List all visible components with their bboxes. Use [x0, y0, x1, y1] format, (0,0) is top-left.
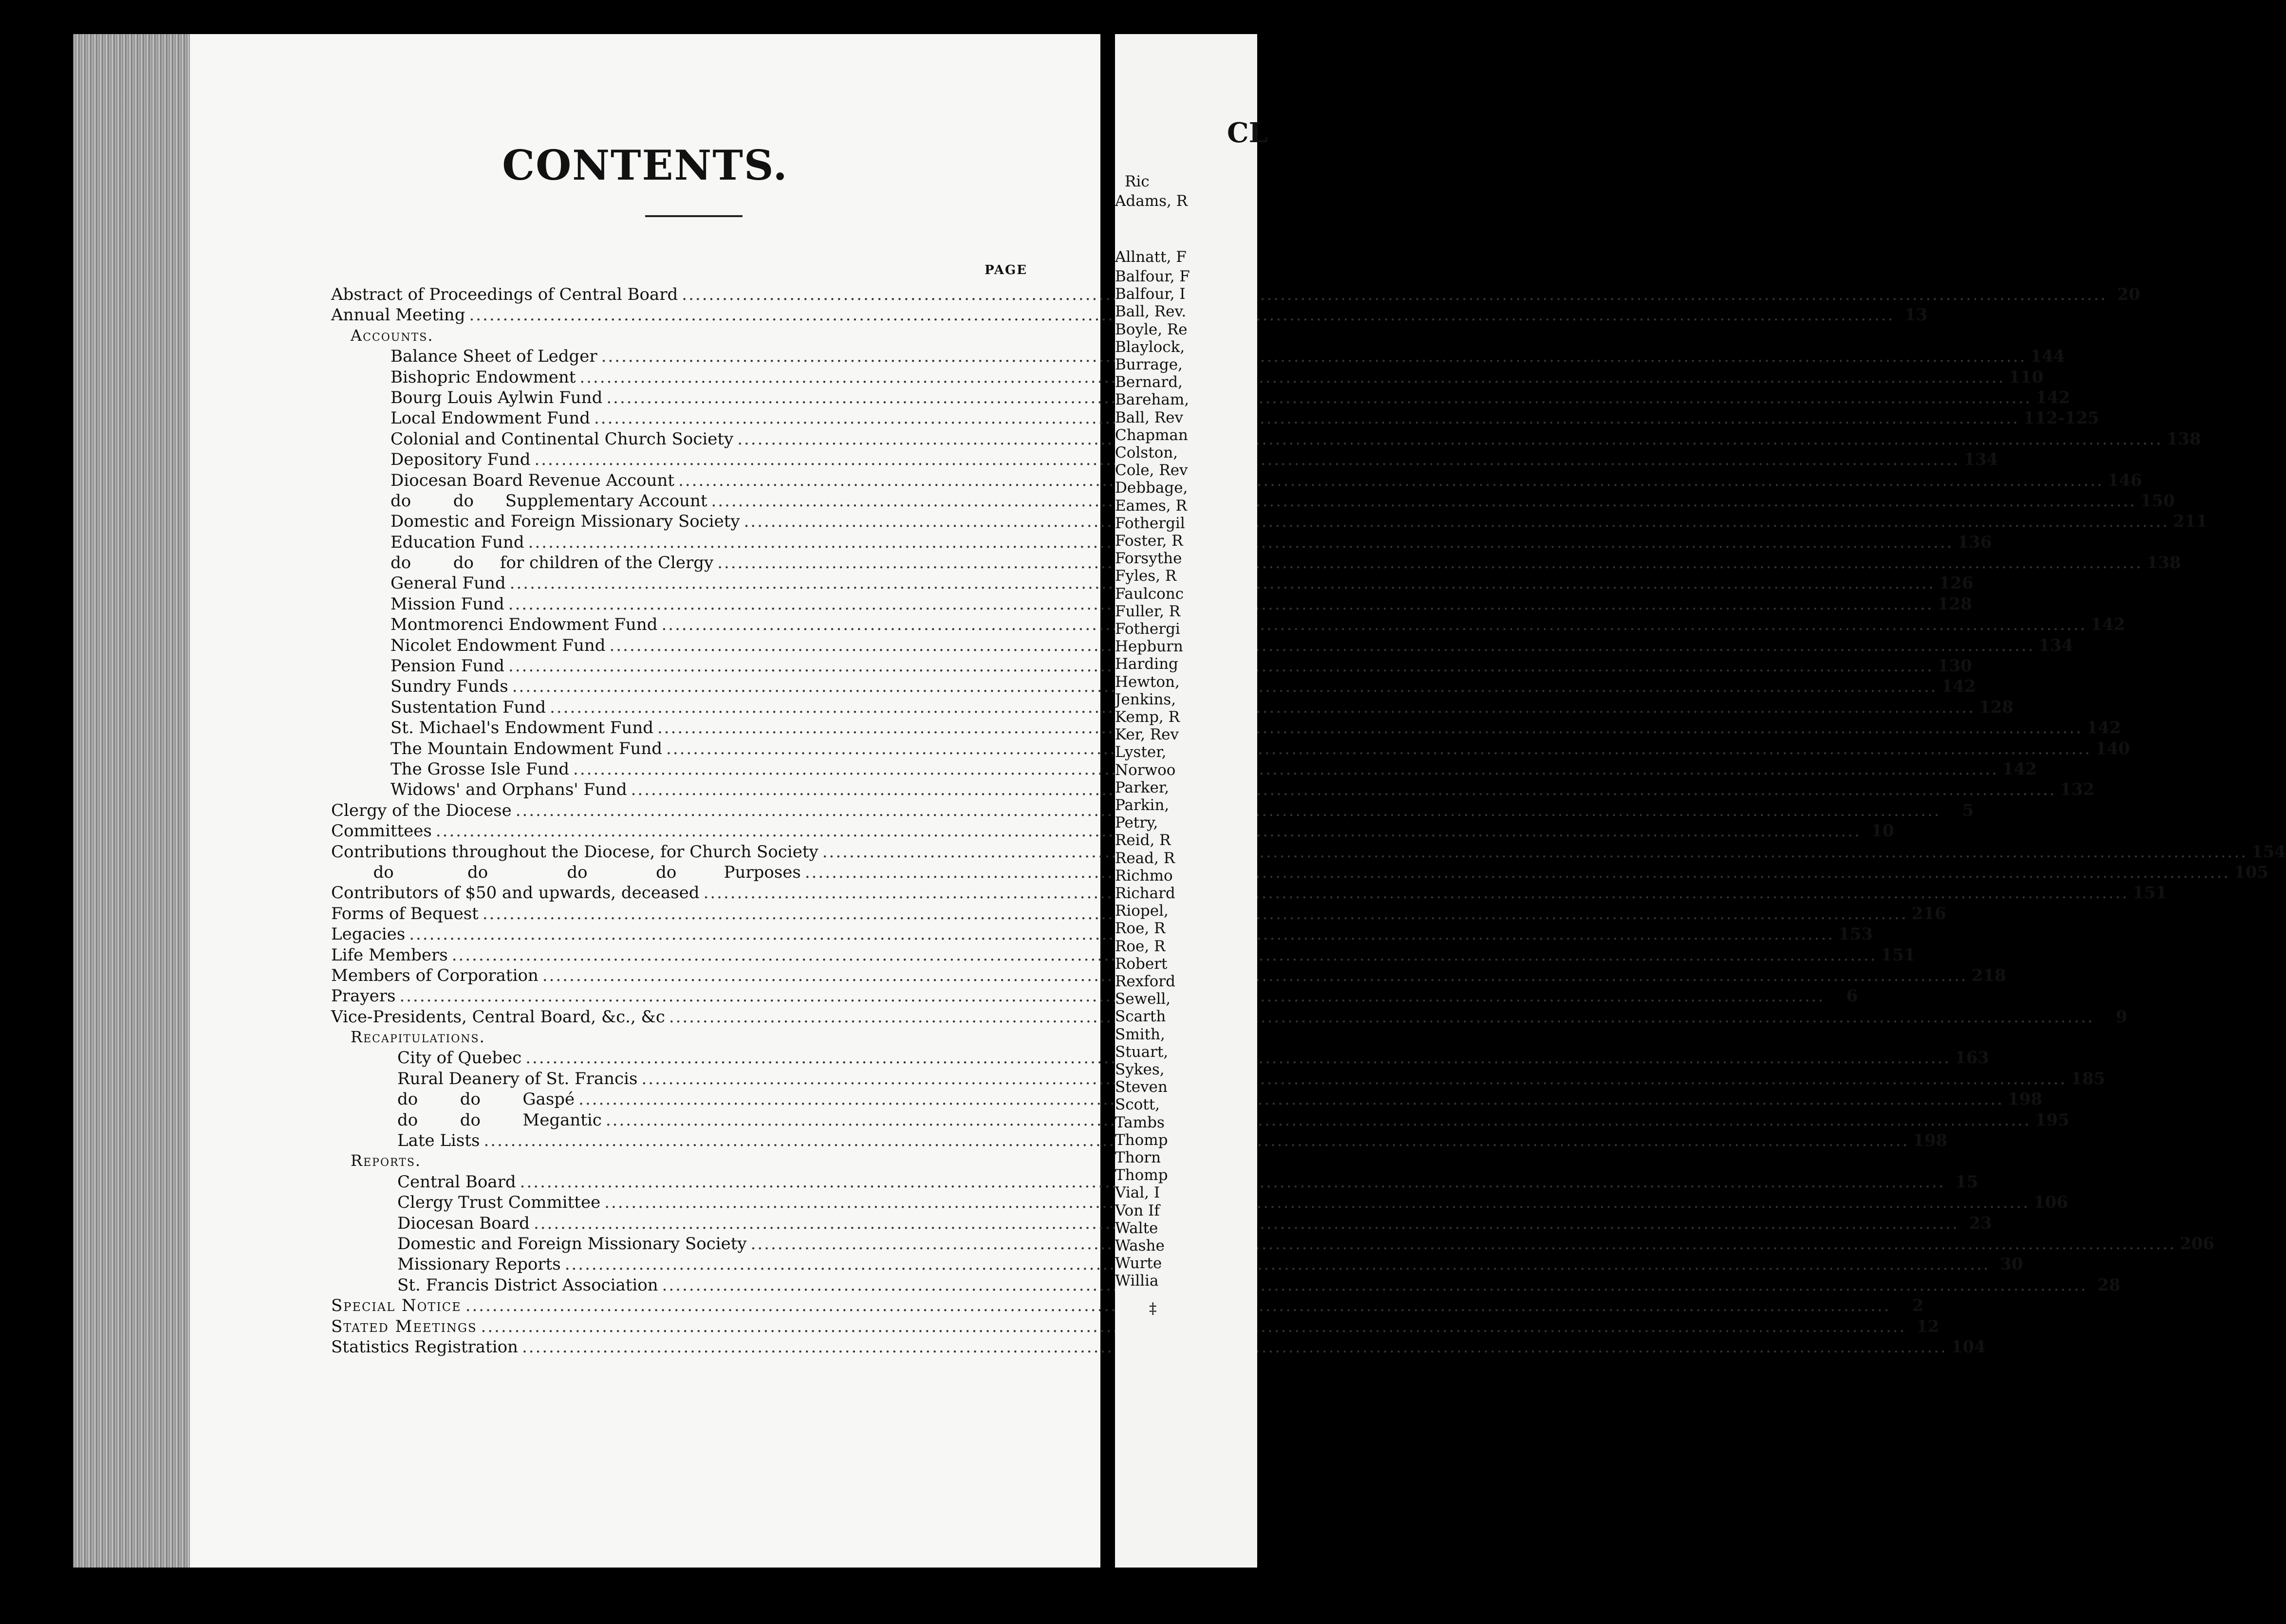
toc-entry-page: 163 [1954, 1048, 1989, 1068]
facing-page-line: Chapman [1115, 426, 1188, 444]
toc-entry-label: The Grosse Isle Fund [390, 759, 570, 779]
dot-leader [631, 780, 2056, 799]
facing-page-line: Kemp, R [1115, 708, 1180, 726]
facing-page-line: Colston, [1115, 444, 1178, 461]
dot-leader [744, 512, 2169, 531]
dot-leader [717, 553, 2142, 572]
toc-entry-label: Abstract of Proceedings of Central Board [331, 285, 678, 304]
toc-entry-label: Clergy Trust Committee [397, 1193, 601, 1213]
toc-entry-page: 142 [2086, 718, 2121, 738]
toc-entry-label: Bourg Louis Aylwin Fund [390, 388, 603, 407]
facing-page-line: Burrage, [1115, 356, 1183, 373]
facing-page-line: Vial, I [1115, 1184, 1160, 1202]
toc-entry-label: Special Notice [331, 1296, 462, 1316]
toc-entry-label: Nicolet Endowment Fund [390, 635, 606, 655]
facing-page-title: CL [1227, 117, 1268, 149]
toc-entry [331, 1028, 1015, 1048]
toc-entry-page: 13 [1904, 305, 1928, 325]
dot-leader [669, 1007, 2094, 1027]
toc-entry-page: 126 [1938, 573, 1973, 593]
toc-entry-page: 142 [1941, 677, 1976, 697]
toc-entry-page: 144 [2030, 347, 2065, 367]
toc-entry-label: Prayers [331, 986, 396, 1006]
toc-entry [331, 1316, 1939, 1337]
toc-entry-page: 20 [2117, 285, 2140, 304]
dot-leader [662, 1275, 2087, 1295]
toc-entry-label: Members of Corporation [331, 965, 539, 985]
toc-entry-page: 9 [2116, 1007, 2128, 1027]
toc-entry-page: 138 [2146, 553, 2181, 573]
toc-entry-label: St. Michael's Endowment Fund [390, 718, 653, 738]
facing-page-line: Ball, Rev. [1115, 303, 1187, 321]
toc-entry-page: 150 [2140, 491, 2175, 511]
facing-page-line: Sewell, [1115, 990, 1171, 1008]
toc-entry-page: 105 [2234, 862, 2269, 882]
facing-page-line: Stuart, [1115, 1043, 1169, 1061]
toc-entry-page: 5 [1962, 800, 1974, 820]
facing-page-line: Fothergi [1115, 620, 1180, 638]
dot-leader [573, 759, 1998, 779]
facing-page-line: Robert [1115, 955, 1168, 973]
dot-leader [399, 986, 1824, 1006]
facing-page-line: Washe [1115, 1237, 1165, 1255]
toc-entry-label: Reports. [351, 1151, 422, 1170]
book-page-edges [73, 34, 190, 1568]
toc-entry-page: 2 [1912, 1296, 1924, 1316]
toc-entry-page: 136 [1957, 532, 1992, 552]
facing-page-line: Scarth [1115, 1008, 1166, 1026]
toc-entry [331, 326, 1015, 347]
toc-entry-page: 30 [2000, 1255, 2023, 1274]
facing-page-line: Harding [1115, 655, 1178, 673]
dot-leader [666, 739, 2091, 758]
toc-entry-label: Committees [331, 821, 432, 841]
facing-page-line: Adams, R [1115, 192, 1188, 210]
page-title: CONTENTS. [502, 141, 788, 189]
toc-entry-label: do do Megantic [397, 1110, 602, 1130]
facing-page-line: Petry, [1115, 814, 1158, 832]
facing-page-line: Foster, R [1115, 532, 1183, 550]
toc-entry-label: Contributors of $50 and upwards, deceased [331, 883, 700, 903]
facing-page-line: Balfour, I [1115, 285, 1186, 303]
facing-page-line: Von If [1115, 1201, 1160, 1219]
toc-entry-label: Balance Sheet of Ledger [390, 347, 597, 367]
toc-entry-page: 28 [2097, 1275, 2120, 1295]
dot-leader [601, 347, 2026, 366]
facing-page-line: Hepburn [1115, 638, 1183, 656]
toc-entry-label: General Fund [390, 573, 506, 593]
toc-entry-page: 142 [2002, 759, 2037, 779]
toc-entry-label: Vice-Presidents, Central Board, &c., &c [331, 1007, 665, 1027]
toc-entry-label: Accounts. [351, 326, 434, 345]
facing-page-line: Ric [1125, 173, 1150, 190]
toc-entry-page: 142 [2090, 615, 2125, 635]
toc-entry-page: 198 [1913, 1131, 1948, 1151]
dot-leader [704, 883, 2129, 903]
toc-entry-label: Education Fund [390, 532, 524, 552]
facing-page-line: Wurte [1115, 1255, 1162, 1273]
toc-entry-page: 140 [2095, 738, 2130, 758]
toc-entry-label: Diocesan Board Revenue Account [390, 470, 675, 490]
toc-entry-page: 132 [2060, 780, 2095, 800]
dot-leader [565, 1255, 1990, 1274]
facing-page-line: Rexford [1115, 973, 1175, 990]
toc-entry-label: Montmorenci Endowment Fund [390, 615, 658, 635]
toc-entry-page: 153 [1838, 924, 1873, 944]
facing-page-line: Fyles, R [1115, 567, 1177, 585]
dot-leader [610, 636, 2035, 655]
facing-page-line: Cole, Rev [1115, 461, 1188, 480]
toc-entry-page: 195 [2035, 1110, 2070, 1130]
toc-entry-label: Sundry Funds [390, 677, 508, 697]
dot-leader [678, 471, 2103, 490]
dot-leader [661, 615, 2086, 634]
toc-entry-page: 218 [1971, 965, 2007, 985]
facing-page-line: Forsythe [1115, 550, 1182, 568]
toc-entry-label: Legacies [331, 924, 406, 944]
toc-entry-page: 206 [2179, 1234, 2214, 1254]
toc-entry-label: Mission Fund [390, 594, 504, 614]
toc-entry-label: Sustentation Fund [390, 697, 546, 717]
toc-entry-label: St. Francis District Association [397, 1275, 658, 1295]
toc-entry-label: Bishopric Endowment [390, 367, 576, 387]
dot-leader [579, 368, 2005, 387]
facing-page-line: Blaylock, [1115, 338, 1185, 356]
toc-entry-label: do do do do Purposes [331, 862, 801, 882]
toc-entry-label: Pension Fund [390, 656, 505, 676]
toc-entry-label: do do for children of the Clergy [390, 553, 714, 573]
toc-entry-page: 15 [1955, 1172, 1978, 1192]
toc-entry-page: 128 [1937, 594, 1972, 614]
facing-page-line: ‡ [1149, 1299, 1157, 1317]
toc-entry-label: Central Board [397, 1172, 516, 1192]
title-rule [645, 215, 743, 217]
toc-entry-page: 112-125 [2023, 408, 2100, 428]
toc-entry-label: Colonial and Continental Church Society [390, 429, 734, 449]
toc-entry-label: Contributions throughout the Diocese, for Church Society [331, 842, 818, 862]
toc-entry-page: 185 [2070, 1069, 2105, 1089]
facing-page-line: Walte [1115, 1219, 1158, 1237]
facing-page-line: Hewton, [1115, 673, 1180, 691]
toc-entry-page: 154 [2251, 842, 2286, 862]
toc-entry-label: Stated Meetings [331, 1316, 477, 1336]
facing-page-line: Richard [1115, 885, 1175, 902]
facing-page-line: Reid, R [1115, 831, 1171, 849]
facing-page-line: Lyster, [1115, 743, 1167, 761]
toc-entry-label: Annual Meeting [331, 305, 465, 325]
facing-page-line: Debbage, [1115, 479, 1188, 497]
facing-page-line: Ker, Rev [1115, 726, 1179, 744]
facing-page-line: Faulconc [1115, 585, 1184, 603]
facing-page-line: Roe, R [1115, 920, 1166, 938]
facing-page-line: Ball, Rev [1115, 408, 1183, 426]
facing-page-line: Richmo [1115, 867, 1173, 885]
toc-entry-page: 198 [2007, 1089, 2043, 1109]
toc-entry-page: 110 [2008, 367, 2044, 387]
toc-entry-label: Recapitulations. [351, 1028, 485, 1047]
toc-entry-page: 142 [2035, 388, 2070, 407]
facing-page-line: Thomp [1115, 1166, 1168, 1184]
toc-entry-page: 146 [2107, 470, 2142, 490]
facing-page-line: Boyle, Re [1115, 320, 1188, 338]
toc-entry-label: Rural Deanery of St. Francis [397, 1069, 638, 1089]
facing-page-line: Bernard, [1115, 373, 1183, 391]
facing-page-line: Norwoo [1115, 761, 1176, 779]
toc-entry-page: 23 [1969, 1213, 1992, 1233]
toc-entry-label: The Mountain Endowment Fund [390, 738, 663, 758]
toc-entry-page: 128 [1979, 697, 2014, 717]
facing-page-line: Allnatt, F [1115, 248, 1187, 266]
toc-entry-page: 10 [1871, 821, 1895, 841]
facing-page-line: Fothergil [1115, 514, 1185, 532]
toc-entry-page: 106 [2033, 1193, 2068, 1213]
facing-page-line: Thomp [1115, 1131, 1168, 1149]
facing-page-line: Tambs [1115, 1113, 1165, 1131]
toc-entry-label: Domestic and Foreign Missionary Society [397, 1234, 747, 1254]
facing-page-line: Eames, R [1115, 497, 1187, 515]
page-column-heading: PAGE [985, 263, 1027, 277]
dot-leader [641, 1069, 2066, 1089]
toc-entry-page: 134 [1963, 450, 1998, 470]
facing-page-line: Thorn [1115, 1149, 1161, 1166]
toc-entry-label: Widows' and Orphans' Fund [390, 780, 627, 800]
facing-page-line: Scott, [1115, 1096, 1160, 1114]
toc-entry-label: City of Quebec [397, 1048, 522, 1068]
facing-page-line: Smith, [1115, 1025, 1165, 1043]
dot-leader [822, 842, 2248, 862]
dot-leader [604, 1193, 2029, 1212]
facing-page-line: Parker, [1115, 778, 1170, 796]
toc-entry-page: 138 [2166, 429, 2201, 449]
toc-entry-label: Late Lists [397, 1131, 480, 1151]
facing-page-line: Roe, R [1115, 937, 1166, 955]
facing-page-line: Riopel, [1115, 902, 1169, 920]
toc-entry-label: Depository Fund [390, 450, 531, 470]
facing-page-line: Balfour, F [1115, 268, 1190, 285]
toc-entry-page: 211 [2173, 512, 2208, 532]
toc-entry-label: Statistics Registration [331, 1337, 518, 1357]
toc-entry-label: Domestic and Foreign Missionary Society [390, 512, 740, 532]
toc-entry-page: 6 [1846, 986, 1858, 1006]
dot-leader [606, 1110, 2031, 1130]
toc-entry-page: 216 [1912, 904, 1947, 923]
toc-entry-label: Missionary Reports [397, 1255, 561, 1274]
facing-page-line: Fuller, R [1115, 602, 1181, 620]
toc-entry-label: Local Endowment Fund [390, 408, 590, 428]
dot-leader [594, 408, 2019, 428]
toc-entry [331, 1151, 1015, 1172]
facing-page-line: Willia [1115, 1272, 1159, 1290]
dot-leader [578, 1089, 2004, 1109]
dot-leader [682, 285, 2107, 304]
toc-entry-label: Diocesan Board [397, 1213, 530, 1233]
facing-page [1115, 34, 1268, 1568]
toc-entry-label: do do Supplementary Account [390, 491, 707, 511]
toc-entry-label: do do Gaspé [397, 1089, 575, 1109]
dot-leader [711, 491, 2137, 511]
toc-entry-page: 130 [1937, 656, 1972, 676]
toc-entry-label: Forms of Bequest [331, 904, 479, 923]
dot-leader [657, 718, 2082, 738]
facing-page-line: Steven [1115, 1078, 1168, 1096]
dot-leader [751, 1234, 2176, 1254]
toc-entry-page: 151 [1880, 945, 1915, 965]
toc-entry-page: 151 [2132, 883, 2167, 903]
facing-page-line: Jenkins, [1115, 690, 1176, 708]
toc-entry-page: 134 [2038, 635, 2073, 655]
facing-page-line: Parkin, [1115, 796, 1170, 814]
toc-entry [331, 1296, 1924, 1316]
toc-entry-page: 12 [1916, 1316, 1939, 1336]
facing-page-line: Read, R [1115, 849, 1175, 867]
toc-entry-label: Life Members [331, 945, 448, 965]
toc-entry [331, 1337, 1986, 1358]
dot-leader [737, 429, 2162, 449]
dot-leader [550, 698, 1975, 717]
dot-leader [606, 388, 2031, 407]
facing-page-line: Sykes, [1115, 1061, 1165, 1078]
dot-leader [805, 863, 2230, 882]
facing-page-line: Bareham, [1115, 391, 1189, 409]
toc-entry-page: 104 [1951, 1337, 1986, 1357]
toc-entry-label: Clergy of the Diocese [331, 800, 512, 820]
